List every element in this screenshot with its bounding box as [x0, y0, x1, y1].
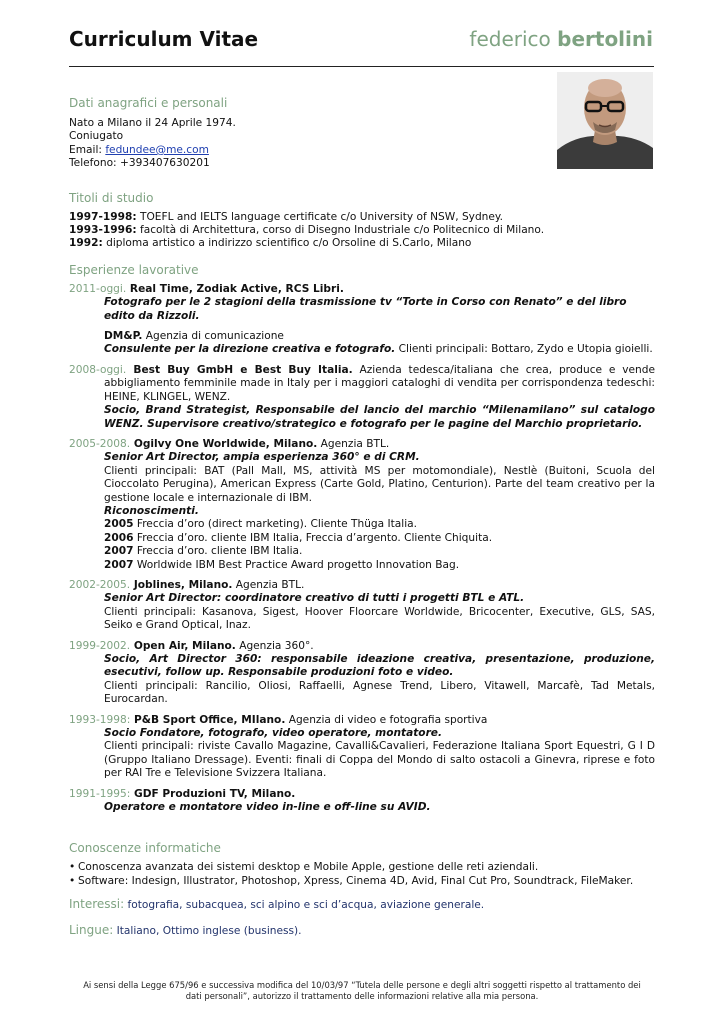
job-agency-type: Agenzia BTL. — [317, 437, 390, 450]
award-item — [69, 518, 655, 531]
name-last: bertolini — [557, 27, 653, 51]
job-entry — [69, 364, 655, 431]
it-skills-list — [69, 861, 655, 888]
job-role — [69, 343, 655, 356]
marital-status: Coniugato — [69, 130, 124, 143]
award-item — [69, 559, 655, 572]
award-year: 2007 — [104, 545, 134, 558]
interests-label: Interessi: — [69, 897, 125, 912]
job-agency-type: Agenzia di video e fotografia sportiva — [285, 713, 488, 726]
job-entry — [69, 640, 655, 707]
job-role: Senior Art Director: coordinatore creativo di tutti i progetti BTL e ATL. — [104, 592, 525, 605]
privacy-footer: Ai sensi della Legge 675/96 e successiva modifica del 10/03/97 “Tutela delle persone e degli altri soggetti rispetto al trattamento dei dati personali”, autorizzo il trattamento delle informazioni relative alla mia persona. — [83, 980, 641, 1001]
email-line — [69, 144, 655, 157]
author-name — [469, 27, 653, 51]
awards-heading: Riconoscimenti. — [104, 504, 199, 517]
job-company: Best Buy GmbH e Best Buy Italia. — [126, 363, 353, 376]
job-header — [69, 788, 655, 801]
job-header — [69, 438, 655, 451]
job-header — [69, 579, 655, 592]
job-header — [69, 364, 655, 404]
award-text: Worldwide IBM Best Practice Award progetto Innovation Bag. — [133, 558, 460, 571]
education-years: 1993-1996: — [69, 224, 137, 237]
job-entry — [69, 788, 655, 815]
job-company: GDF Produzioni TV, Milano. — [130, 787, 296, 800]
job-company: Open Air, Milano. — [130, 639, 236, 652]
phone-line: Telefono: +393407630201 — [69, 157, 210, 170]
education-text: TOEFL and IELTS language certificate c/o University of NSW, Sydney. — [136, 210, 504, 223]
job-header — [69, 330, 655, 343]
job-clients: Clienti principali: riviste Cavallo Magazine, Cavalli&Cavalieri, Federazione Italiana Sport Equestri, G I D (Gruppo Italiano Dressage). Eventi: finali di Coppa del Mondo di salto ostacoli a Ginevra, riprese e foto per RAI Tre e Televisione Svizzera Italiana. — [104, 740, 655, 780]
education-item — [69, 224, 655, 237]
job-clients: Clienti principali: Kasanova, Sigest, Hoover Floorcare Worldwide, Bricocenter, Executive, GLS, SAS, Seiko e Grand Optical, Inaz. — [104, 605, 655, 632]
job-clients: Clienti principali: Rancilio, Oliosi, Raffaelli, Agnese Trend, Libero, Vitawell, Marcafè, Tad Metals, Eurocardan. — [104, 679, 655, 706]
job-agency-type: Agenzia 360°. — [235, 639, 314, 652]
interests-line — [69, 898, 655, 912]
award-text: Freccia d’oro (direct marketing). Cliente Thüga Italia. — [133, 518, 418, 531]
name-first: federico — [469, 27, 551, 51]
job-description: Azienda tedesca/italiana che crea, produce e vende abbigliamento femminile made in Italy per i maggiori cataloghi di vendita per corrispondenza tedeschi: HEINE, KLINGEL, WENZ. — [104, 363, 656, 403]
education-years: 1992: — [69, 237, 103, 250]
award-item — [69, 532, 655, 545]
job-company: Real Time, Zodiak Active, RCS Libri. — [126, 282, 344, 295]
job-company: Joblines, Milano. — [130, 578, 233, 591]
job-company: P&B Sport Office, MIlano. — [130, 713, 286, 726]
languages-label: Lingue: — [69, 922, 114, 937]
job-entry — [69, 579, 655, 633]
job-role: Socio, Brand Strategist, Responsabile del lancio del marchio “Milenamilano” sul catalogo WENZ. Supervisore creativo/strategico e fotografo per le pagine del Marchio proprietario. — [104, 404, 655, 430]
job-role: Socio, Art Director 360: responsabile ideazione creativa, presentazione, produzione, esecutivi, follow up. Responsabile produzioni foto e video. — [104, 653, 655, 679]
job-role: Senior Art Director, ampia esperienza 360° e di CRM. — [104, 451, 420, 464]
education-text: facoltà di Architettura, corso di Disegno Industriale c/o Politecnico di Milano. — [136, 224, 545, 237]
job-entry — [69, 330, 655, 357]
cv-content — [69, 95, 655, 938]
job-header — [69, 714, 655, 727]
education-item — [69, 211, 655, 224]
job-entry — [69, 714, 655, 781]
job-role: Operatore e montatore video in-line e off-line su AVID. — [104, 801, 431, 814]
job-header — [69, 640, 655, 653]
interests-value: fotografia, subacquea, sci alpino e sci d’acqua, aviazione generale. — [124, 899, 485, 912]
education-text: diploma artistico a indirizzo scientifico c/o Orsoline di S.Carlo, Milano — [102, 237, 472, 250]
job-role-clients: Clienti principali: Bottaro, Zydo e Utopia gioielli. — [395, 343, 653, 356]
page-title: Curriculum Vitae — [69, 27, 259, 51]
email-label: Email: — [69, 143, 106, 156]
list-item: • Conoscenza avanzata dei sistemi desktop e Mobile Apple, gestione delle reti aziendali. — [69, 861, 655, 874]
job-years: 2002-2005. — [69, 578, 131, 591]
job-company: DM&P. — [104, 330, 143, 343]
award-year: 2005 — [104, 518, 134, 531]
job-clients: Clienti principali: BAT (Pall Mall, MS, attività MS per motomondiale), Nestlè (Buitoni, Scuola del Cioccolato Perugina), American Express (Carte Gold, Platino, Centurion). Parte del team creativo per la gestione locale e internazionale di IBM. — [104, 464, 655, 504]
job-role-title: Consulente per la direzione creativa e fotografo. — [104, 343, 396, 356]
job-role: Socio Fondatore, fotografo, video operatore, montatore. — [104, 727, 443, 740]
birth-info: Nato a Milano il 24 Aprile 1974. — [69, 117, 236, 129]
job-years: 1993-1998: — [69, 713, 131, 726]
section-heading-education: Titoli di studio — [69, 190, 154, 205]
header-divider — [69, 66, 654, 67]
award-text: Freccia d’oro. cliente IBM Italia. — [133, 545, 303, 558]
education-item — [69, 237, 655, 250]
languages-value: Italiano, Ottimo inglese (business). — [113, 924, 302, 937]
job-role: Fotografo per le 2 stagioni della trasmissione tv “Torte in Corso con Renato” e del libro edito da Rizzoli. — [104, 296, 627, 322]
award-item — [69, 545, 655, 558]
award-year: 2007 — [104, 558, 134, 571]
job-company: Ogilvy One Worldwide, Milano. — [130, 437, 318, 450]
job-years: 1999-2002. — [69, 639, 131, 652]
job-years: 2011-oggi. — [69, 282, 127, 295]
list-item: • Software: Indesign, Illustrator, Photoshop, Xpress, Cinema 4D, Avid, Final Cut Pro, Soundtrack, FileMaker. — [69, 875, 655, 888]
job-company-desc: Agenzia di comunicazione — [142, 330, 284, 343]
award-year: 2006 — [104, 531, 134, 544]
job-agency-type: Agenzia BTL. — [232, 578, 305, 591]
languages-line — [69, 924, 655, 938]
job-years: 1991-1995: — [69, 787, 131, 800]
section-heading-experience: Esperienze lavorative — [69, 262, 199, 277]
award-text: Freccia d’oro. cliente IBM Italia, Freccia d’argento. Cliente Chiquita. — [133, 531, 493, 544]
job-years: 2005-2008. — [69, 437, 131, 450]
section-heading-it-skills: Conoscenze informatiche — [69, 841, 221, 856]
section-heading-personal: Dati anagrafici e personali — [69, 96, 228, 110]
job-entry — [69, 438, 655, 572]
job-years: 2008-oggi. — [69, 363, 127, 376]
education-years: 1997-1998: — [69, 210, 137, 223]
job-header — [69, 283, 655, 296]
job-entry — [69, 283, 655, 323]
email-link[interactable]: fedundee@me.com — [105, 143, 209, 156]
